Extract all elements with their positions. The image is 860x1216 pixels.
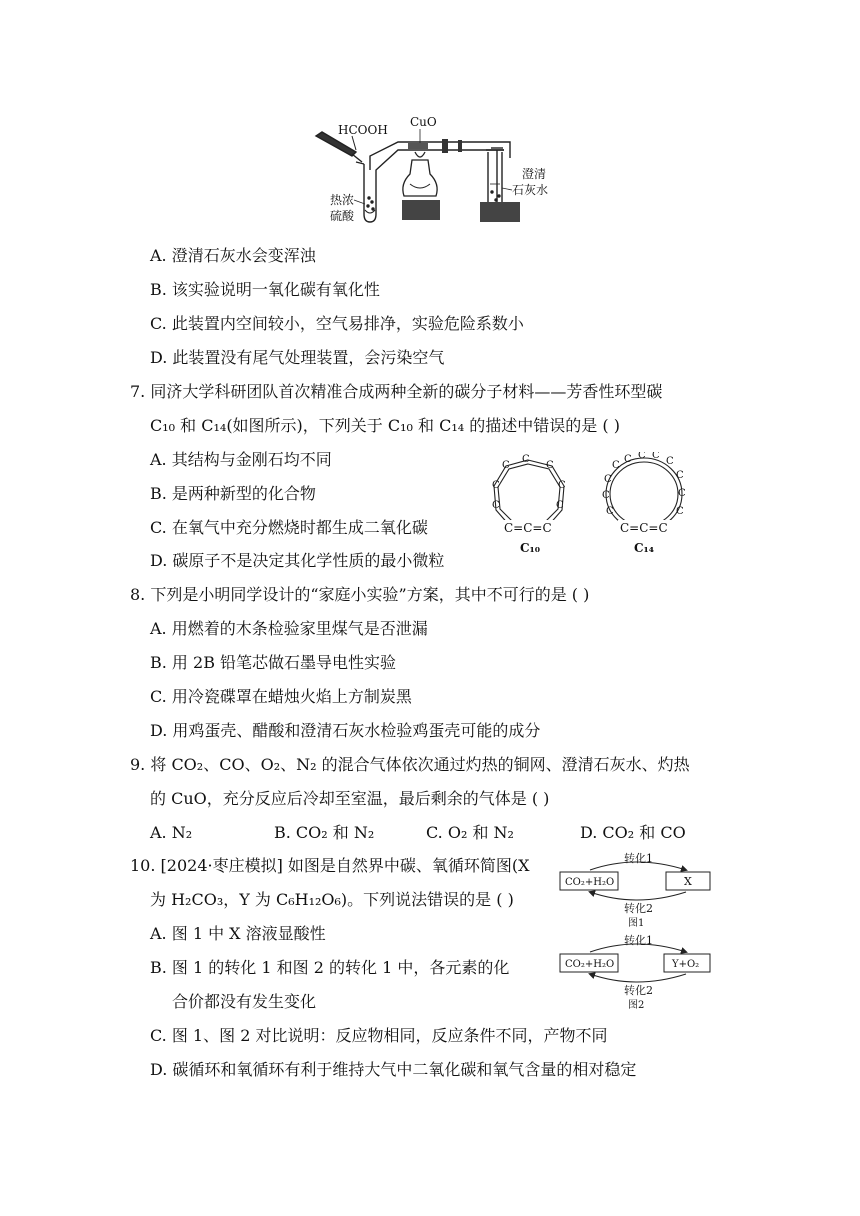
fig2-top-label: 转化1 — [624, 934, 653, 947]
svg-text:C: C — [492, 500, 500, 511]
carbon-ring-figure — [488, 452, 698, 558]
q10-option-b-line-1: B. 图 1 的转化 1 和图 2 的转化 1 中，各元素的化 — [150, 958, 510, 977]
q10-stem-line-1: 10. [2024·枣庄模拟] 如图是自然界中碳、氧循环简图(X — [130, 856, 530, 875]
svg-text:C: C — [604, 474, 612, 485]
svg-text:C: C — [606, 506, 614, 517]
svg-text:C: C — [678, 488, 686, 499]
svg-text:C: C — [624, 454, 632, 465]
fig2-left-box: CO₂+H₂O — [565, 959, 615, 970]
q7-option-a: A. 其结构与金刚石均不同 — [150, 450, 332, 469]
svg-text:C: C — [676, 470, 684, 481]
apparatus-figure — [312, 112, 562, 228]
q10-stem-line-2: 为 H₂CO₃，Y 为 C₆H₁₂O₆)。下列说法错误的是 ( ) — [150, 890, 514, 909]
svg-text:C: C — [652, 452, 660, 461]
q8-stem: 8. 下列是小明同学设计的“家庭小实验”方案，其中不可行的是 ( ) — [130, 585, 590, 604]
q7-stem-line-2: C₁₀ 和 C₁₄(如图所示)，下列关于 C₁₀ 和 C₁₄ 的描述中错误的是 ( ) — [150, 416, 620, 435]
svg-text:C: C — [502, 460, 510, 471]
q6-option-c: C. 此装置内空间较小，空气易排净，实验危险系数小 — [150, 314, 524, 333]
q8-option-b: B. 用 2B 铅笔芯做石墨导电性实验 — [150, 653, 397, 672]
c14-label: C₁₄ — [634, 541, 655, 555]
svg-text:C: C — [522, 454, 530, 465]
q9-option-a: A. N₂ — [150, 823, 193, 842]
q6-option-a: A. 澄清石灰水会变浑浊 — [150, 246, 316, 265]
svg-text:C: C — [492, 480, 500, 491]
cuo-label: CuO — [410, 115, 437, 129]
svg-text:C: C — [676, 506, 684, 517]
q10-option-c: C. 图 1、图 2 对比说明：反应物相同，反应条件不同，产物不同 — [150, 1026, 608, 1045]
lamp-stand — [402, 200, 440, 220]
lime-label-1: 澄清 — [522, 167, 547, 181]
c10-bottom-bonds: C=C=C — [504, 521, 552, 535]
alcohol-lamp — [403, 152, 437, 196]
svg-text:C: C — [602, 490, 610, 501]
q7-stem-line-1: 7. 同济大学科研团队首次精准合成两种全新的碳分子材料——芳香性环型碳 — [130, 382, 663, 401]
c14-bottom-bonds: C=C=C — [620, 521, 668, 535]
svg-text:C: C — [556, 500, 564, 511]
q10-option-d: D. 碳循环和氧循环有利于维持大气中二氧化碳和氧气含量的相对稳定 — [150, 1060, 637, 1079]
c10-label: C₁₀ — [520, 541, 541, 555]
q6-option-b: B. 该实验说明一氧化碳有氧化性 — [150, 280, 380, 299]
q9-stem-line-2: 的 CuO，充分反应后冷却至室温，最后剩余的气体是 ( ) — [150, 789, 550, 808]
fig2-right-box: Y+O₂ — [672, 959, 700, 970]
q9-stem-line-1: 9. 将 CO₂、CO、O₂、N₂ 的混合气体依次通过灼热的铜网、澄清石灰水、灼热 — [130, 755, 690, 774]
q8-option-d: D. 用鸡蛋壳、醋酸和澄清石灰水检验鸡蛋壳可能的成分 — [150, 721, 541, 740]
q8-option-a: A. 用燃着的木条检验家里煤气是否泄漏 — [150, 619, 428, 638]
svg-text:C: C — [666, 456, 674, 467]
svg-text:C: C — [612, 460, 620, 471]
q8-option-c: C. 用冷瓷碟罩在蜡烛火焰上方制炭黑 — [150, 687, 412, 706]
fig1-caption: 图1 — [628, 918, 645, 929]
cycle-figure-1 — [556, 850, 716, 930]
acid-label-2: 硫酸 — [330, 209, 355, 223]
svg-text:C: C — [638, 452, 646, 461]
fig2-caption: 图2 — [628, 1000, 645, 1011]
q9-options-row — [150, 822, 710, 844]
q9-option-d: D. CO₂ 和 CO — [580, 823, 686, 842]
svg-text:C: C — [558, 480, 566, 491]
cycle-figure-2 — [556, 932, 716, 1014]
q6-option-d: D. 此装置没有尾气处理装置，会污染空气 — [150, 348, 445, 367]
fig1-left-box: CO₂+H₂O — [565, 877, 615, 888]
tube-stand — [480, 202, 520, 222]
q7-option-b: B. 是两种新型的化合物 — [150, 484, 316, 503]
fig1-right-box: X — [684, 875, 692, 888]
lime-label-2: 石灰水 — [512, 183, 549, 197]
q7-option-d: D. 碳原子不是决定其化学性质的最小微粒 — [150, 551, 445, 570]
q7-option-c: C. 在氧气中充分燃烧时都生成二氧化碳 — [150, 518, 428, 537]
fig1-bottom-label: 转化2 — [624, 902, 653, 915]
q9-option-b: B. CO₂ 和 N₂ — [274, 823, 375, 842]
fig1-top-label: 转化1 — [624, 852, 653, 865]
svg-text:C: C — [546, 460, 554, 471]
q9-option-c: C. O₂ 和 N₂ — [426, 823, 514, 842]
q10-option-a: A. 图 1 中 X 溶液显酸性 — [150, 924, 326, 943]
hcooh-label: HCOOH — [338, 123, 388, 137]
acid-label-1: 热浓 — [330, 193, 355, 207]
fig2-bottom-label: 转化2 — [624, 984, 653, 997]
q10-option-b-line-2: 合价都没有发生变化 — [172, 992, 317, 1011]
